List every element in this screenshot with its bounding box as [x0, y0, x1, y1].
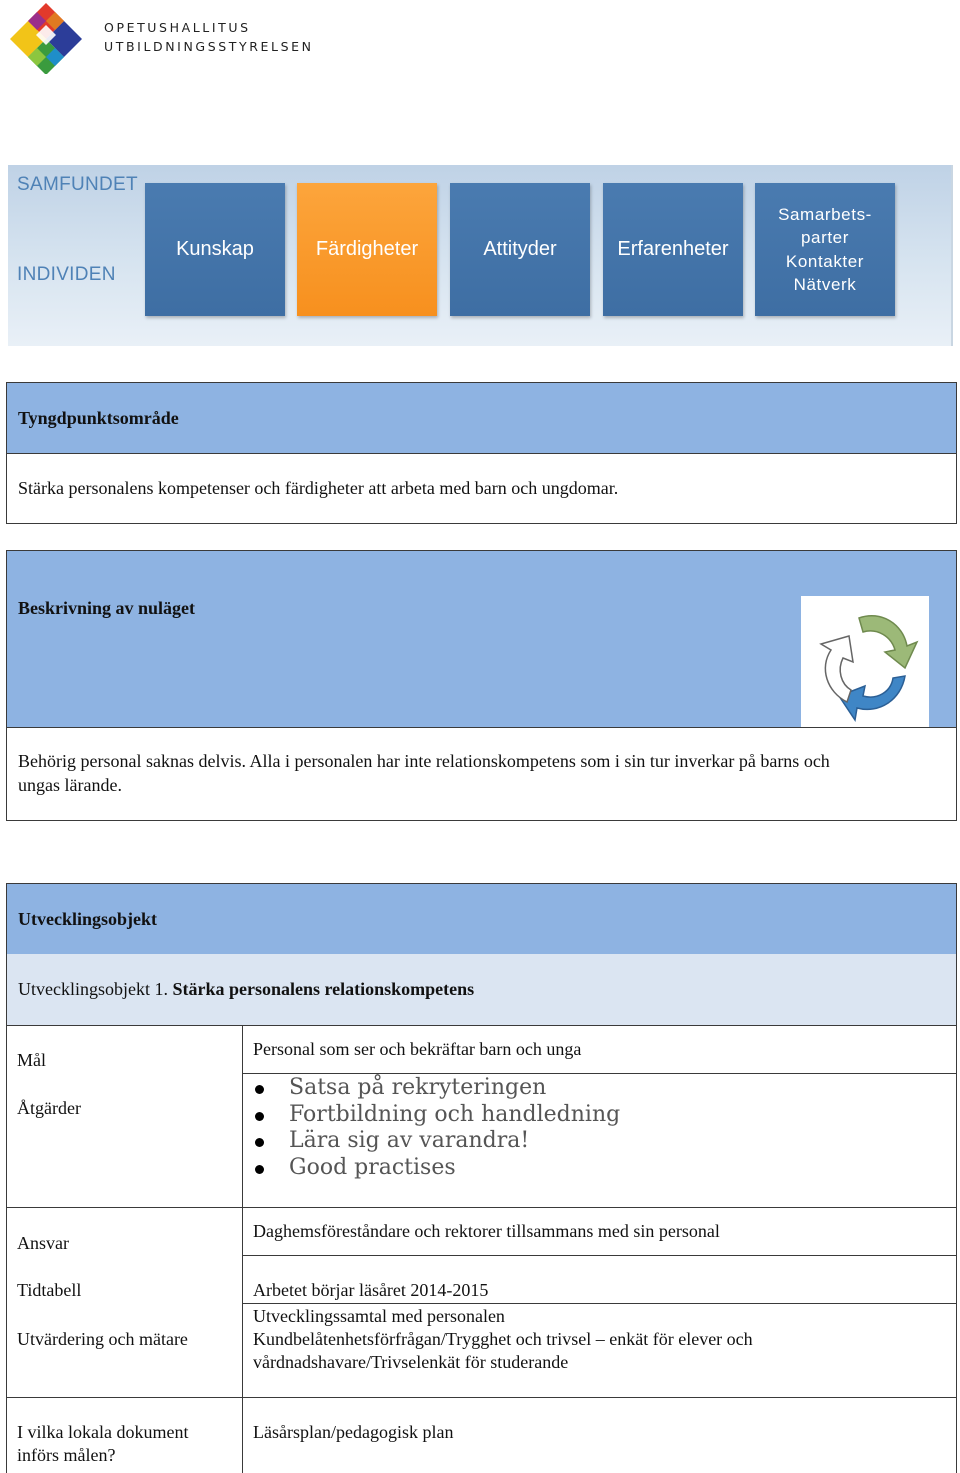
focus-text: Stärka personalens kompetenser och färdigheter att arbeta med barn och ungdomar. — [18, 478, 619, 498]
row-divider-evaluation — [6, 1397, 957, 1398]
logo-line-2: UTBILDNINGSSTYRELSEN — [104, 39, 314, 54]
situation-heading: Beskrivning av nuläget — [18, 598, 196, 618]
schedule-value: Arbetet börjar läsåret 2014-2015 — [253, 1280, 489, 1300]
detail-table-column-divider — [242, 1025, 243, 1473]
evaluation-label: Utvärdering och mätare — [17, 1329, 188, 1349]
list-item: Fortbildning och handledning — [253, 1102, 620, 1129]
development-object-row — [6, 954, 957, 1026]
recycle-image — [801, 596, 929, 727]
development-object-title — [18, 978, 474, 1002]
measures-label: Åtgärder — [17, 1098, 81, 1118]
row-divider-measures — [6, 1207, 957, 1208]
row-divider-responsibility — [242, 1255, 957, 1256]
logo-diamond-icon — [8, 0, 88, 74]
tile-networks-line-2: parter — [800, 228, 849, 247]
responsibility-label: Ansvar — [17, 1233, 69, 1253]
goal-label: Mål — [17, 1050, 46, 1070]
recycle-arrows-icon — [801, 596, 929, 727]
banner-top-label: SAMFUNDET — [17, 174, 138, 195]
focus-body-row — [6, 453, 957, 524]
measures-list — [253, 1075, 620, 1181]
situation-header-row — [6, 550, 957, 728]
tile-knowledge: Kunskap — [145, 183, 285, 316]
tile-networks-line-1: Samarbets- — [778, 204, 872, 224]
row-divider-goal — [242, 1073, 957, 1074]
focus-heading: Tyngdpunktsområde — [18, 408, 179, 428]
schedule-label: Tidtabell — [17, 1280, 82, 1300]
tile-networks-line-3: Kontakter — [785, 251, 865, 271]
development-object-prefix: Utvecklingsobjekt 1. — [18, 979, 168, 999]
list-item: Satsa på rekryteringen — [253, 1075, 620, 1102]
focus-header-row — [6, 382, 957, 454]
documents-label-line-2: införs målen? — [17, 1445, 116, 1465]
situation-text-line-1: Behörig personal saknas delvis. Alla i personalen har inte relationskompetens som i sin tur inverkar på barns och — [18, 751, 830, 771]
situation-text-line-2: ungas lärande. — [18, 775, 122, 795]
evaluation-value-line-3: vårdnadshavare/Trivselenkät för studerande — [253, 1352, 569, 1372]
development-header-row — [6, 883, 957, 955]
banner-bottom-label: INDIVIDEN — [17, 264, 116, 285]
detail-table-top-border — [6, 1025, 957, 1026]
situation-body-row — [6, 727, 957, 821]
tile-experiences: Erfarenheter — [603, 183, 743, 316]
tile-attitudes: Attityder — [450, 183, 590, 316]
tile-networks-line-4: Nätverk — [793, 275, 857, 294]
logo-line-1: OPETUSHALLITUS — [104, 20, 251, 35]
development-object-name: Stärka personalens relationskompetens — [172, 979, 475, 999]
development-heading: Utvecklingsobjekt — [18, 909, 157, 929]
evaluation-value-line-1: Utvecklingssamtal med personalen — [253, 1306, 505, 1326]
documents-value: Läsårsplan/pedagogisk plan — [253, 1422, 454, 1442]
logo — [8, 0, 314, 74]
evaluation-value-line-2: Kundbelåtenhetsförfrågan/Trygghet och trivsel – enkät för elever och — [253, 1329, 753, 1349]
tile-networks — [755, 183, 895, 316]
goal-value: Personal som ser och bekräftar barn och unga — [253, 1039, 582, 1059]
row-divider-schedule — [242, 1303, 957, 1304]
list-item: Lära sig av varandra! — [253, 1128, 620, 1155]
documents-label-line-1: I vilka lokala dokument — [17, 1422, 189, 1442]
list-item: Good practises — [253, 1155, 620, 1182]
responsibility-value: Daghemsföreståndare och rektorer tillsammans med sin personal — [253, 1221, 720, 1241]
tile-skills: Färdigheter — [297, 183, 437, 316]
